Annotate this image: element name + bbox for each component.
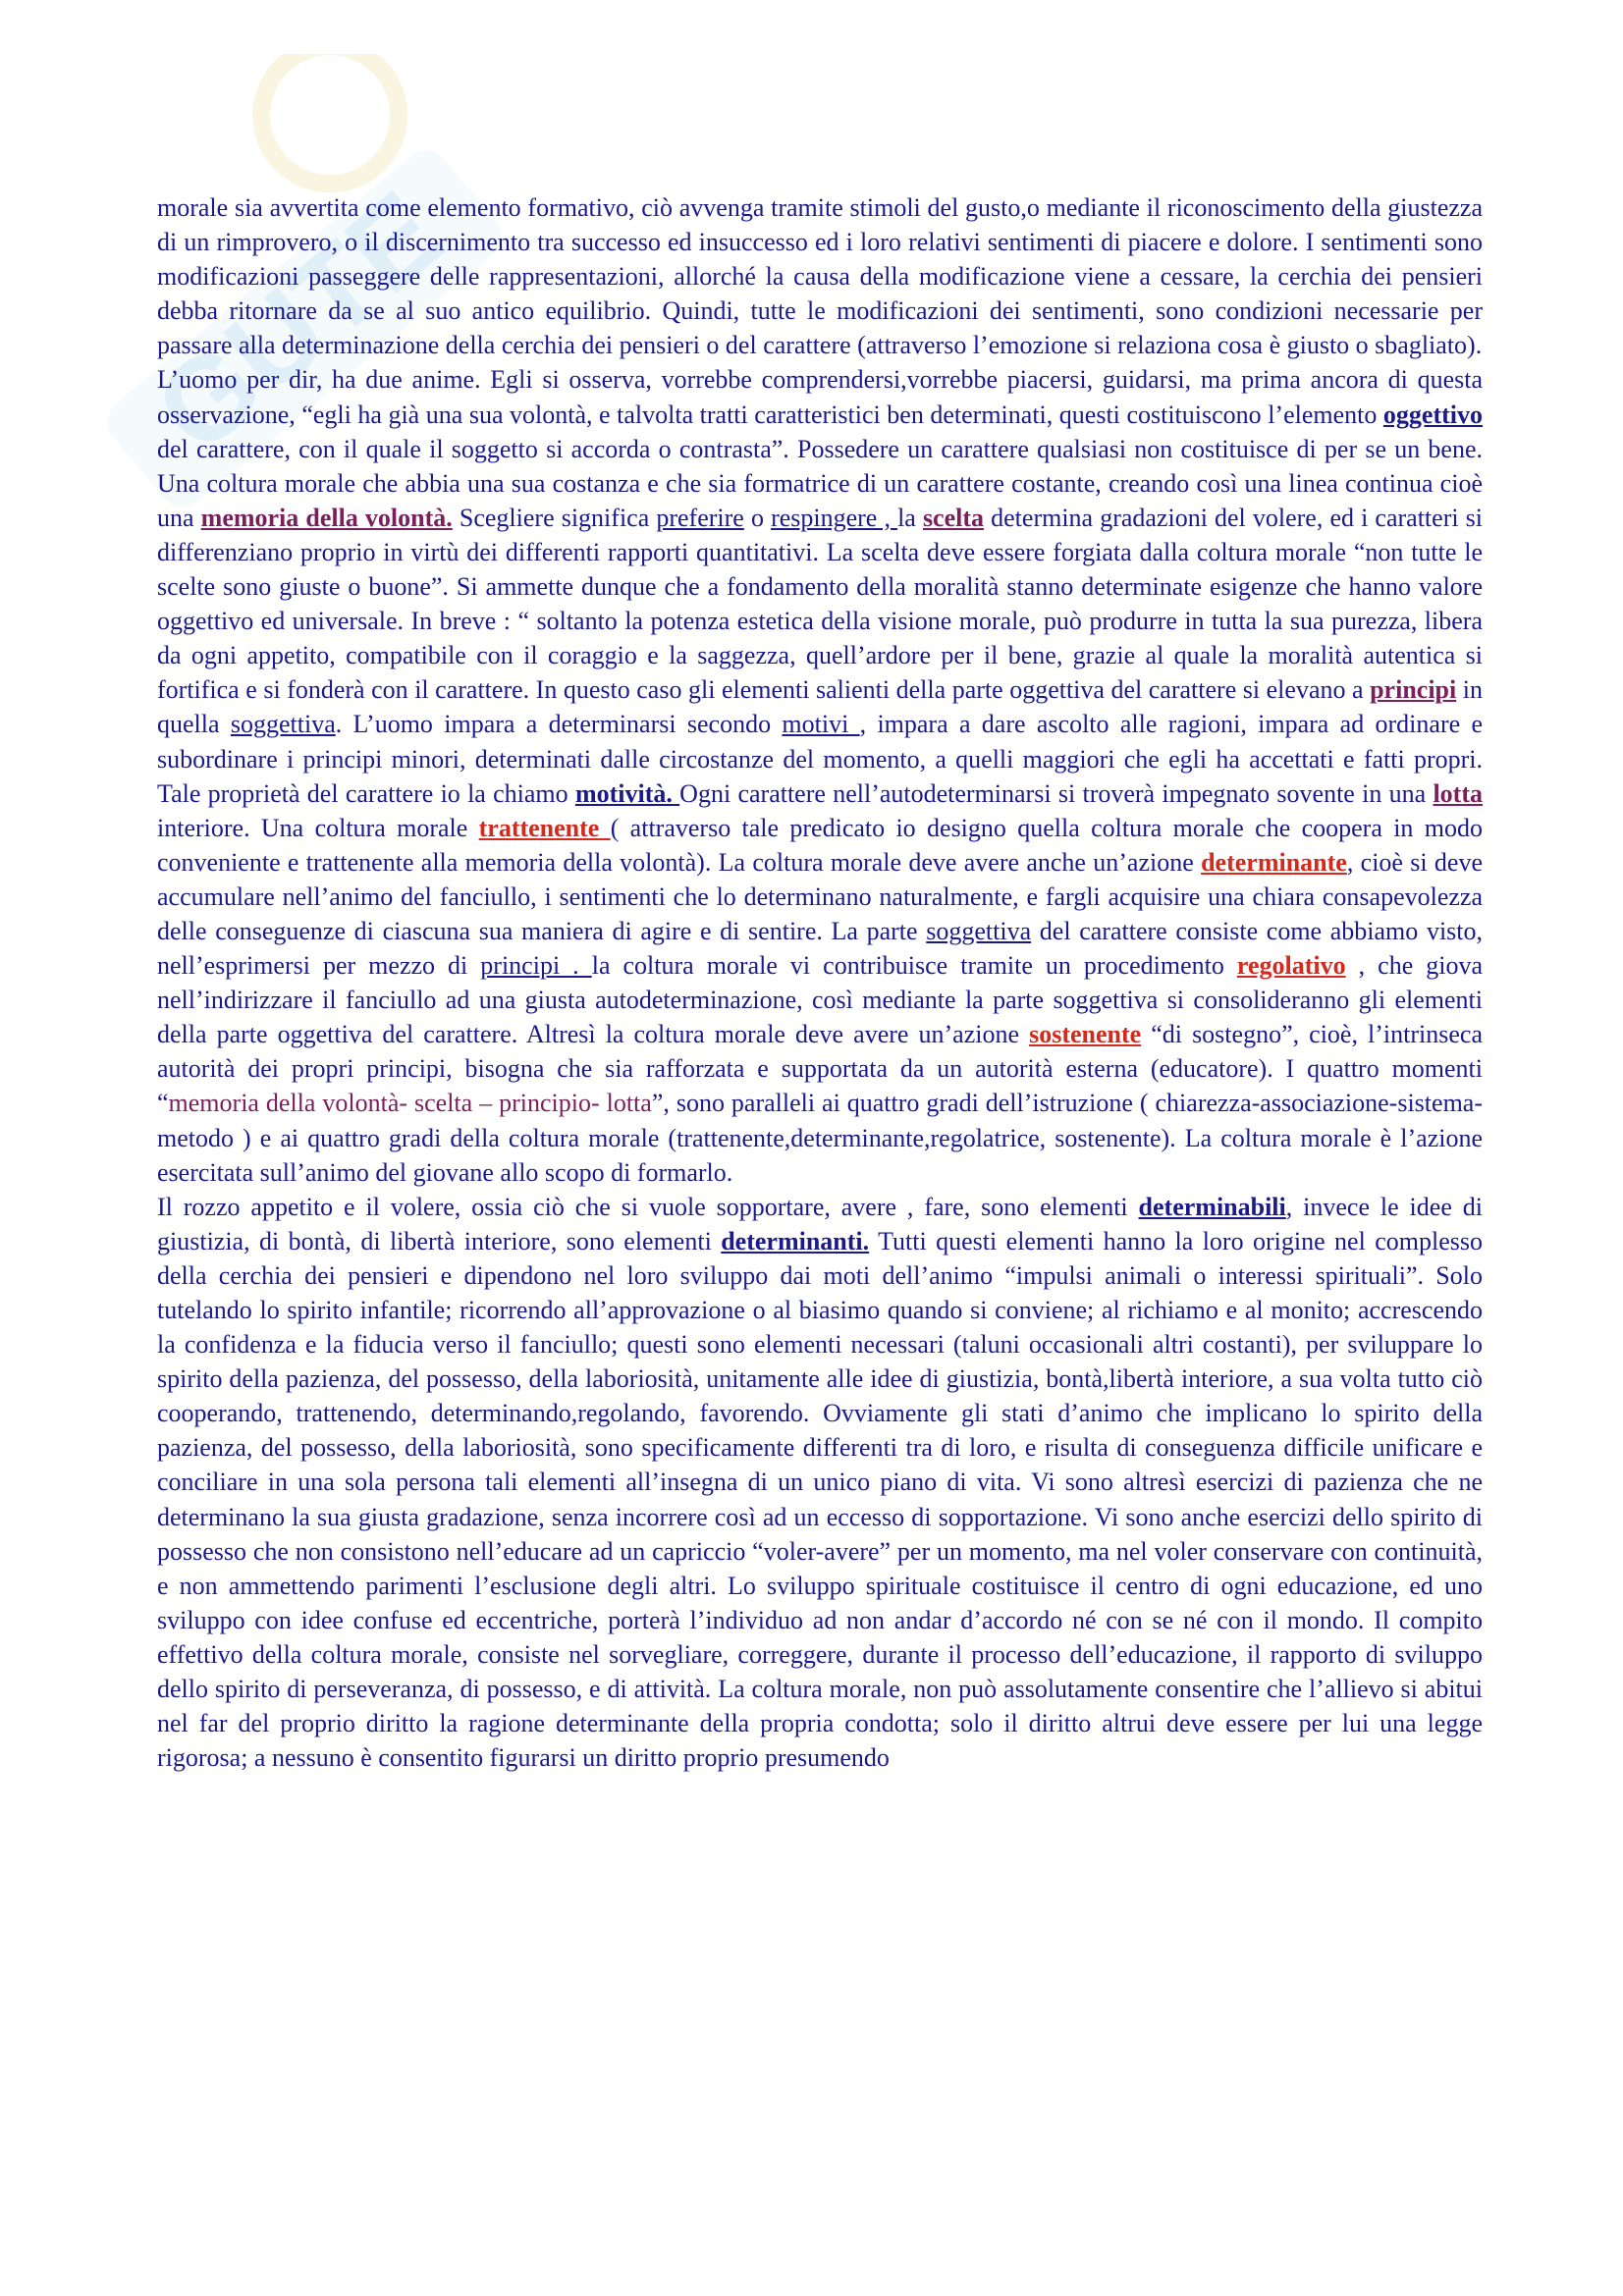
keyword-term: determinabili	[1138, 1192, 1286, 1221]
paragraph	[157, 1190, 1483, 1776]
keyword-term: determinante	[1201, 847, 1347, 877]
text-run: del carattere consiste come abbiamo visto, nell’esprimersi per mezzo di	[157, 916, 1484, 981]
text-run: , invece le idee di giustizia, di bontà, di libertà interiore, sono elementi	[157, 1192, 1483, 1255]
text-run: interiore. Una coltura morale	[157, 813, 479, 842]
text-run: Il rozzo appetito e il volere, ossia ciò che si vuole sopportare, avere , fare, sono elementi	[157, 1192, 1139, 1221]
keyword-term: memoria della volontà.	[200, 503, 453, 532]
text-run: , cioè si deve accumulare nell’animo del fanciullo, i sentimenti che lo determinano naturalmente, e fargli acquisire una chiara consapevolezza delle conseguenze di ciascuna sua maniera di agire e di sentire. La parte	[157, 847, 1483, 945]
text-run: ( attraverso tale predicato io designo quella coltura morale che coopera in modo conveniente e trattenente alla memoria della volontà). La coltura morale deve avere anche un’azione	[157, 813, 1483, 877]
text-run: , impara a dare ascolto alle ragioni, impara ad ordinare e subordinare i principi minori, determinati dalle circostanze del momento, a quelli maggiori che egli ha accettati e fatti propri. Tale proprietà del carattere io la chiamo	[157, 710, 1483, 808]
text-run: la coltura morale vi contribuisce tramite un procedimento	[591, 951, 1237, 981]
keyword-term: principi	[1370, 675, 1457, 705]
underlined-term: soggettiva	[230, 710, 336, 739]
text-run: Scegliere significa	[452, 503, 657, 532]
text-run: determina gradazioni del volere, ed i caratteri si differenziano proprio in virtù dei differenti rapporti quantitativi. La scelta deve essere forgiata dalla coltura morale “non tutte le scelte sono giuste o buone”. Si ammette dunque che a fondamento della moralità stanno determinate esigenze che hanno valore oggettivo ed universale. In breve : “ soltanto la potenza estetica della visione morale, può produrre in tutta la sua purezza, libera da ogni appetito, compatibile con il coraggio e la saggezza, quell’ardore per il bene, grazie al quale la moralità autentica si fortifica e si fonderà con il carattere. In questo caso gli elementi salienti della parte oggettiva del carattere si elevano a	[157, 503, 1484, 705]
keyword-term: oggettivo	[1382, 400, 1483, 429]
underlined-term: soggettiva	[926, 916, 1032, 945]
text-run: la	[897, 503, 923, 532]
underlined-term: respingere ,	[771, 503, 898, 532]
text-run: in quella	[157, 675, 1483, 739]
keyword-term: trattenente	[478, 813, 611, 842]
underlined-term: motivi	[782, 710, 860, 739]
keyword-term: sostenente	[1029, 1020, 1142, 1049]
text-run: ”, sono paralleli ai quattro gradi dell’istruzione ( chiarezza-associazione-sistema-metodo ) e ai quattro gradi della coltura morale (trattenente,determinante,regolatrice, sostenente). La coltura morale è l’azione esercitata sull’animo del giovane allo scopo di formarlo.	[157, 1089, 1483, 1187]
keyword-term: lotta	[1433, 778, 1483, 808]
underlined-term: preferire	[656, 503, 744, 532]
paragraph	[157, 190, 1483, 362]
underlined-term: principi .	[480, 951, 592, 981]
text-run: . L’uomo impara a determinarsi secondo	[335, 710, 783, 739]
text-run: del carattere, con il quale il soggetto si accorda o contrasta”. Possedere un carattere qualsiasi non costituisce di per se un bene. Una coltura morale che abbia una sua costanza e che sia formatrice di un carattere costante, creando così una linea continua cioè una	[157, 434, 1483, 532]
paragraph	[157, 362, 1483, 1189]
document-body	[157, 190, 1483, 1775]
text-run: “di sostegno”, cioè, l’intrinseca autorità dei propri principi, bisogna che sia rafforzata e supportata da un autorità esterna (educatore). I quattro momenti “	[157, 1020, 1483, 1118]
text-run: Ogni carattere nell’autodeterminarsi si troverà impegnato sovente in una	[679, 778, 1434, 808]
keyword-term: motività.	[574, 778, 680, 808]
svg-text:GUTE: GUTE	[131, 166, 466, 478]
text-run: L’uomo per dir, ha due anime. Egli si osserva, vorrebbe comprendersi,vorrebbe piacersi, guidarsi, ma prima ancora di questa osservazione, “egli ha già una sua volontà, e talvolta tratti caratteristici ben determinati, questi costituiscono l’elemento	[157, 365, 1483, 429]
keyword-term: regolativo	[1236, 951, 1346, 981]
text-run: o	[743, 503, 772, 532]
highlighted-phrase: memoria della volontà- scelta – principio- lotta	[168, 1089, 652, 1118]
text-run: Tutti questi elementi hanno la loro origine nel complesso della cerchia dei pensieri e dipendono nel loro sviluppo dai moti dell’animo “impulsi animali o interessi spirituali”. Solo tutelando lo spirito infantile; ricorrendo all’approvazione o al biasimo quando si conviene; al richiamo e al monito; accrescendo la confidenza e la fiducia verso il fanciullo; questi sono elementi necessari (taluni occasionali altri costanti), per sviluppare lo spirito della pazienza, del possesso, della laboriosità, unitamente alle idee di giustizia, bontà,libertà interiore, a sua volta tutto ciò cooperando, trattenendo, determinando,regolando, favorendo. Ovviamente gli stati d’animo che implicano lo spirito della pazienza, del possesso, della laboriosità, sono specificamente differenti tra di loro, e risulta di conseguenza difficile unificare e conciliare in una sola persona tali elementi all’insegna di un unico piano di vita. Vi sono altresì esercizi di pazienza che ne determinano la sua giusta gradazione, senza incorrere così ad un eccesso di sopportazione. Vi sono anche esercizi dello spirito di possesso che non consistono nell’educare ad un capriccio “voler-avere” per un momento, ma nel voler conservare con continuità, e non ammettendo parimenti l’esclusione degli altri. Lo sviluppo spirituale costituisce il centro di ogni educazione, ed uno sviluppo con idee confuse ed eccentriche, porterà l’individuo ad non andar d’accordo né con se né con il mondo. Il compito effettivo della coltura morale, consiste nel sorvegliare, correggere, durante il processo dell’educazione, il rapporto di sviluppo dello spirito di perseveranza, di possesso, e di attività. La coltura morale, non può assolutamente consentire che l’allievo si abitui nel far del proprio diritto la ragione determinante della propria condotta; solo il diritto altrui deve essere per lui una legge rigorosa; a nessuno è consentito figurarsi un diritto proprio presumendo	[157, 1226, 1483, 1773]
text-run: morale sia avvertita come elemento formativo, ciò avvenga tramite stimoli del gusto,o mediante il riconoscimento della giustezza di un rimprovero, o il discernimento tra successo ed insuccesso ed i loro relativi sentimenti di piacere e dolore. I sentimenti sono modificazioni passeggere delle rappresentazioni, allorché la causa della modificazione viene a cessare, la cerchia dei pensieri debba ritornare da se al suo antico equilibrio. Quindi, tutte le modificazioni dei sentimenti, sono condizioni necessarie per passare alla determinazione della cerchia dei pensieri o del carattere (attraverso l’emozione si relaziona cosa è giusto o sbagliato).	[157, 193, 1483, 360]
keyword-term: scelta	[922, 503, 985, 532]
keyword-term: determinanti.	[721, 1226, 870, 1255]
text-run: , che giova nell’indirizzare il fanciullo ad una giusta autodeterminazione, così mediante la parte soggettiva si consolideranno gli elementi della parte oggettiva del carattere. Altresì la coltura morale deve avere un’azione	[157, 951, 1484, 1049]
